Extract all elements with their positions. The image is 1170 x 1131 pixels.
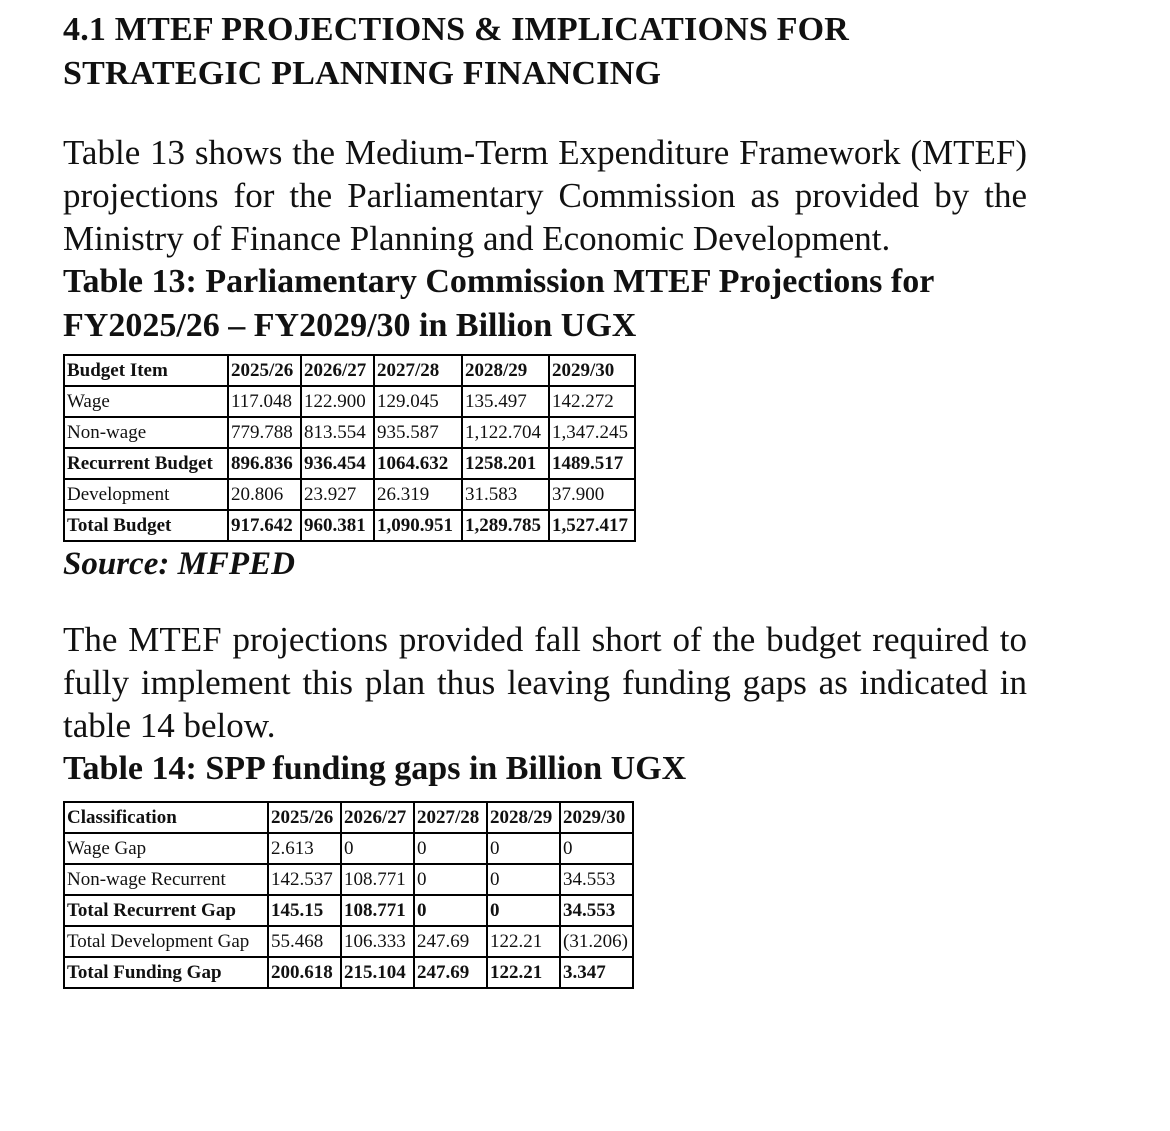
table-cell: 0 [487,864,560,895]
table-row-total [64,895,633,926]
table-cell: 0 [414,864,487,895]
table-cell: 142.537 [268,864,341,895]
row-label: Development [64,479,228,510]
table-cell: 20.806 [228,479,301,510]
table-cell: 26.319 [374,479,462,510]
row-label: Total Budget [64,510,228,541]
table-header-row [64,802,633,833]
header-cell: 2026/27 [341,802,414,833]
table-cell: 122.21 [487,926,560,957]
table-cell: 935.587 [374,417,462,448]
table-cell: 122.900 [301,386,374,417]
table-cell: 200.618 [268,957,341,988]
table-cell: 1,347.245 [549,417,635,448]
header-cell: 2029/30 [560,802,633,833]
table-cell: 1258.201 [462,448,549,479]
header-cell: 2027/28 [414,802,487,833]
table-row-total [64,448,635,479]
header-cell: 2027/28 [374,355,462,386]
table-cell: 1,289.785 [462,510,549,541]
table-cell: 108.771 [341,864,414,895]
header-cell: Classification [64,802,268,833]
row-label: Wage [64,386,228,417]
table-header-row [64,355,635,386]
table-cell: 117.048 [228,386,301,417]
intro-paragraph: Table 13 shows the Medium-Term Expenditure Framework (MTEF) projections for the Parliamentary Commission as provided by the Ministry of Finance Planning and Economic Development. [63,133,1027,258]
row-label: Total Recurrent Gap [64,895,268,926]
table-cell: 106.333 [341,926,414,957]
table-cell: 0 [487,833,560,864]
table-cell: 34.553 [560,895,633,926]
table-row [64,864,633,895]
table13-mtef-projections [63,354,636,542]
table-cell: 129.045 [374,386,462,417]
row-label: Non-wage [64,417,228,448]
row-label: Recurrent Budget [64,448,228,479]
table-cell: 0 [487,895,560,926]
table-cell: 23.927 [301,479,374,510]
table-row [64,479,635,510]
table-cell: 813.554 [301,417,374,448]
table-row-total [64,957,633,988]
table14-title: Table 14: SPP funding gaps in Billion UGX [63,750,687,787]
table-cell: 108.771 [341,895,414,926]
table-row [64,386,635,417]
table-cell: 215.104 [341,957,414,988]
header-cell: 2026/27 [301,355,374,386]
table-row [64,926,633,957]
table-cell: 37.900 [549,479,635,510]
row-label: Wage Gap [64,833,268,864]
table-row [64,833,633,864]
table-cell: 779.788 [228,417,301,448]
table-cell: 1,527.417 [549,510,635,541]
header-cell: 2028/29 [487,802,560,833]
section-heading-line2: STRATEGIC PLANNING FINANCING [63,55,662,92]
document-page [63,0,1027,989]
table-cell: 55.468 [268,926,341,957]
table-cell: 0 [560,833,633,864]
table-cell: 1489.517 [549,448,635,479]
table-cell: 31.583 [462,479,549,510]
table-cell: 2.613 [268,833,341,864]
table-cell: 145.15 [268,895,341,926]
table-row [64,417,635,448]
header-cell: 2025/26 [268,802,341,833]
table-cell: 247.69 [414,926,487,957]
table13-title-line2: FY2025/26 – FY2029/30 in Billion UGX [63,307,637,344]
table-cell: 142.272 [549,386,635,417]
row-label: Non-wage Recurrent [64,864,268,895]
table-cell: 960.381 [301,510,374,541]
table-cell: 896.836 [228,448,301,479]
gap-paragraph: The MTEF projections provided fall short of the budget required to fully implement this plan thus leaving funding gaps as indicated in table 14 below. [63,620,1027,745]
header-cell: 2025/26 [228,355,301,386]
table-cell: 247.69 [414,957,487,988]
table13-source: Source: MFPED [63,546,295,582]
table-cell: 1,122.704 [462,417,549,448]
table-cell: 0 [414,895,487,926]
table-row-total [64,510,635,541]
section-heading-line1: 4.1 MTEF PROJECTIONS & IMPLICATIONS FOR [63,11,850,48]
table-cell: 0 [414,833,487,864]
table-cell: 917.642 [228,510,301,541]
table-cell: 1,090.951 [374,510,462,541]
header-cell: 2029/30 [549,355,635,386]
table-cell: 3.347 [560,957,633,988]
table-cell: 122.21 [487,957,560,988]
table13-title-line1: Table 13: Parliamentary Commission MTEF Projections for [63,263,935,300]
table-cell: 1064.632 [374,448,462,479]
header-cell: Budget Item [64,355,228,386]
table14-funding-gaps [63,801,634,989]
table-cell: 135.497 [462,386,549,417]
header-cell: 2028/29 [462,355,549,386]
table13-title [63,260,1027,348]
table-cell: 34.553 [560,864,633,895]
row-label: Total Development Gap [64,926,268,957]
section-heading [63,8,1027,96]
table-cell: 936.454 [301,448,374,479]
table-cell: 0 [341,833,414,864]
row-label: Total Funding Gap [64,957,268,988]
table-cell: (31.206) [560,926,633,957]
